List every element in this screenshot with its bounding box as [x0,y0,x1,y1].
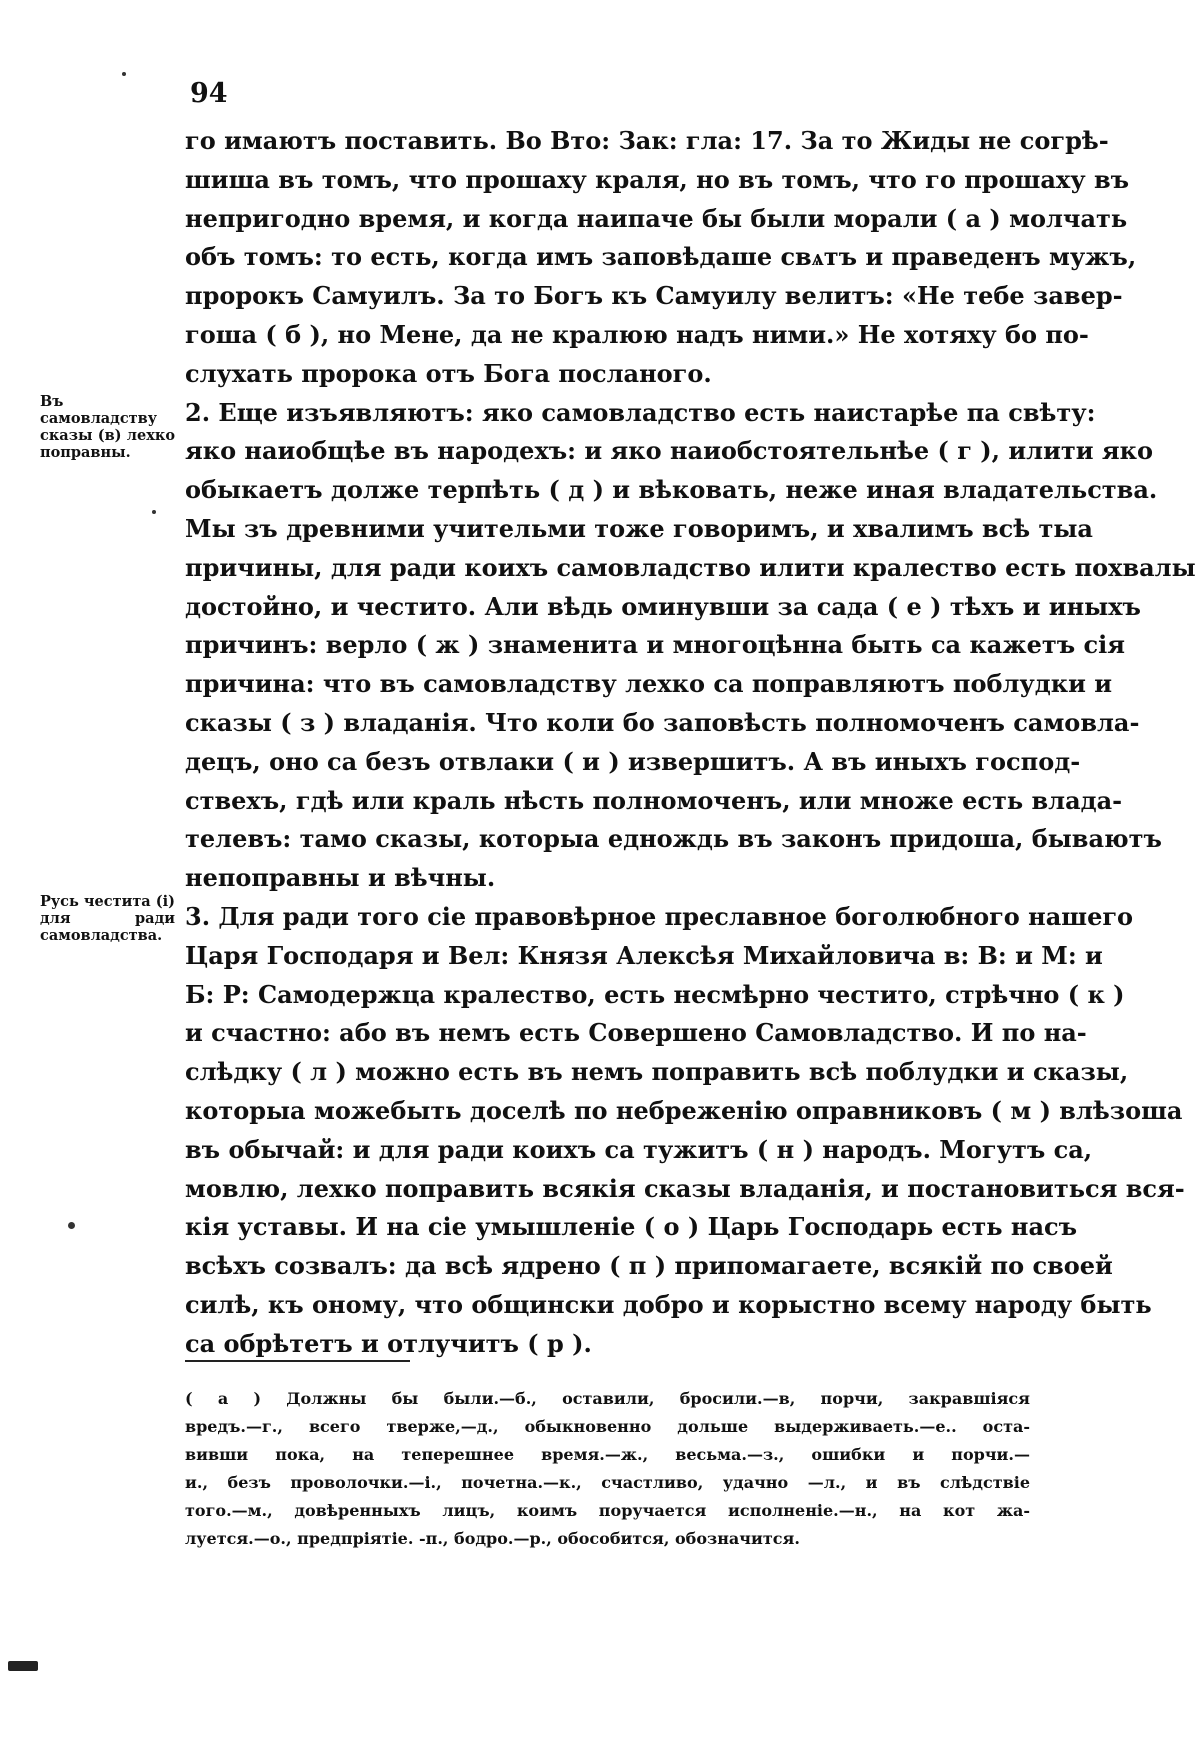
footnote-line: того.—м., довѣренныхъ лицъ, коимъ поручается исполненіе.—н., на кот жа- [185,1501,1030,1520]
text-line: Б: Р: Самодержца кралество, есть несмѣрно честито, стрѣчно ( к ) [185,979,1125,1009]
text-line: причинъ: верло ( ж ) знаменита и многоцѣнна быть са кажетъ сія [185,630,1125,660]
footnote-line: ( а ) Должны бы были.—б., оставили, бросили.—в, порчи, закравшіяся [185,1389,1030,1408]
text-line: са обрѣтетъ и отлучитъ ( р ). [185,1328,592,1358]
text-line: 3. Для ради того сіе правовѣрное преславное боголюбного нашего [185,901,1134,931]
text-line: кія уставы. И на сіе умышленіе ( о ) Царь Господарь есть насъ [185,1212,1078,1242]
text-line: причина: что въ самовладству лехко са поправляютъ поблудки и [185,669,1113,699]
text-line: мовлю, лехко поправить всякія сказы владанія, и постановиться вся- [185,1173,1185,1203]
text-line: шиша въ томъ, что прошаху краля, но въ томъ, что го прошаху въ [185,164,1130,194]
speck [122,72,126,76]
text-line: и счастно: або въ немъ есть Совершено Самовладство. И по на- [185,1018,1087,1048]
text-line: силѣ, къ оному, что общински добро и корыстно всему народу быть [185,1289,1152,1319]
footnote-line: луется.—о., предпріятіе. -п., бодро.—р., обособится, обозначится. [185,1529,800,1548]
text-line: всѣхъ созвалъ: да всѣ ядрено ( п ) припомагаете, всякій по своей [185,1251,1113,1281]
text-line: причины, для ради коихъ самовладство илити кралество есть похвалы [185,552,1196,582]
text-line: непригодно время, и когда наипаче бы были морали ( а ) молчать [185,203,1128,233]
text-line: яко наиобщѣе въ народехъ: и яко наиобстоятельнѣе ( г ), илити яко [185,436,1153,466]
text-line: слухать пророка отъ Бога посланого. [185,358,712,388]
text-line: слѣдку ( л ) можно есть въ немъ поправить всѣ поблудки и сказы, [185,1057,1129,1087]
text-line: объ томъ: то есть, когда имъ заповѣдаше свѧтъ и праведенъ мужъ, [185,242,1137,272]
speck [152,510,156,514]
footnote-line: вредъ.—г., всего тверже,—д., обыкновенно дольше выдерживаеть.—е.. оста- [185,1417,1030,1436]
footnote-line: вивши пока, на теперешнее время.—ж., весьма.—з., ошибки и порчи.— [185,1445,1030,1464]
text-line: гоша ( б ), но Мене, да не кралюю надъ ними.» Не хотяху бо по- [185,319,1089,349]
main-text [185,122,1196,1364]
footnote-rule [185,1360,410,1362]
text-line: Царя Господаря и Вел: Князя Алексѣя Михайловича в: В: и М: и [185,940,1103,970]
text-line: обыкаетъ долже терпѣть ( д ) и вѣковать, неже иная владательства. [185,475,1158,505]
text-line: сказы ( з ) владанія. Что коли бо заповѣсть полномоченъ самовла- [185,707,1140,737]
text-line: 2. Еще изъявляютъ: яко самовладство есть наистарѣе па свѣту: [185,397,1096,427]
footnote-line: и., безъ проволочки.—і., почетна.—к., счастливо, удачно —л., и въ слѣдствіе [185,1473,1030,1492]
page-number: 94 [190,78,228,109]
text-line: которыа можебыть доселѣ по небреженію оправниковъ ( м ) влѣзоша [185,1095,1183,1125]
text-line: Мы зъ древними учительми тоже говоримъ, и хвалимъ всѣ тыа [185,513,1093,543]
speck [68,1222,75,1229]
text-line: непоправны и вѣчны. [185,863,496,893]
margin-mark [8,1661,38,1671]
margin-note: Русь честита (і) для ради самовладства. [40,893,175,944]
footnotes [185,1385,1030,1553]
text-line: го имаютъ поставить. Во Вто: Зак: гла: 17. За то Жиды не согрѣ- [185,126,1109,155]
text-line: достойно, и честито. Али вѣдь оминувши за сада ( е ) тѣхъ и иныхъ [185,591,1141,621]
text-line: пророкъ Самуилъ. За то Богъ къ Самуилу велитъ: «Не тебе завер- [185,281,1123,311]
text-line: телевъ: тамо сказы, которыа еднождь въ законъ придоша, бываютъ [185,824,1162,854]
text-line: ствехъ, гдѣ или краль нѣсть полномоченъ, или множе есть влада- [185,785,1123,815]
margin-note: Въ самовладству сказы (в) лехко поправны. [40,393,175,461]
text-line: децъ, оно са безъ отвлаки ( и ) извершитъ. А въ иныхъ господ- [185,746,1081,776]
text-line: въ обычай: и для ради коихъ са тужитъ ( н ) народъ. Могутъ са, [185,1134,1093,1164]
